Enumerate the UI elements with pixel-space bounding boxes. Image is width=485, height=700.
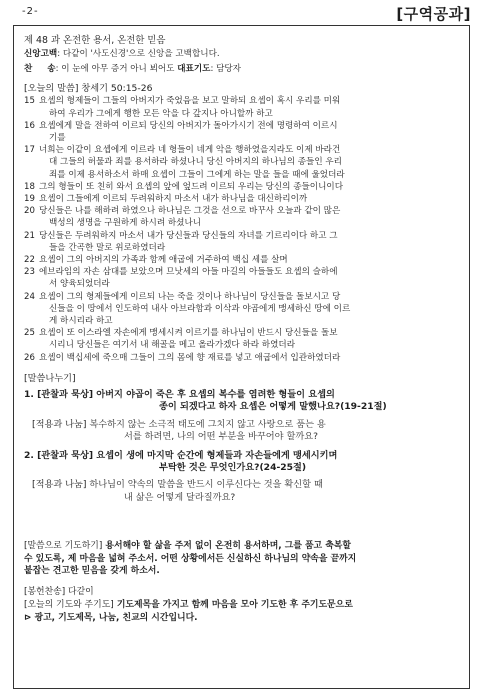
scripture-line [24,132,461,144]
verse-text: 죄를 이제 용서하소서 하매 요셉이 그들이 그에게 하는 말을 들을 때에 울었더라 [49,169,345,180]
q2-line2: 부탁한 것은 무엇인가요?(24-25절) [159,461,307,473]
prayer-line3: 붙잡는 견고한 믿음을 갖게 하소서. [24,566,160,577]
prayer-leader-text: : 담당자 [210,64,241,75]
verse-number: 21 [24,230,35,241]
verse-text: 하여 우리가 그에게 행한 모든 악을 다 갚지나 아니할까 하고 [49,108,273,119]
closing-section [24,586,461,625]
scripture-line [24,108,461,120]
verse-text: 시리니 당신들은 여기서 내 해골을 메고 올라가겠다 하라 하였더라 [49,340,295,351]
lords-prayer-text: 기도제목을 가지고 함께 마음을 모아 기도한 후 주기도문으로 [113,599,353,610]
verse-text: 기를 [49,133,66,144]
scripture-line [24,156,461,168]
lesson-title: 제 48 과 온전한 용서, 온전한 믿음 [24,35,166,46]
q2-line1: 요셉이 생에 마지막 순간에 형제들과 자손들에게 맹세시키며 [93,449,338,461]
verse-text: 백성의 생명을 구원하게 하시려 하셨나니 [49,218,202,229]
verse-text: 당신들은 나를 해하려 하였으나 하나님은 그것을 선으로 바꾸사 오늘과 같이 많은 [39,206,341,217]
prayer-label: [말씀으로 기도하기] [24,541,103,552]
prayer-section [24,540,461,578]
sharing-heading: [말씀나누기] [24,372,76,384]
verse-text: 에브라임의 자손 삼대를 보았으며 므낫세의 아들 마길의 아들들도 요셉의 슬하에 [39,267,338,278]
scripture-line [24,120,461,132]
a1-line2: 서를 하려면, 나의 어떤 부분을 바꾸어야 할까요? [124,431,318,443]
verse-text: 그의 형들이 또 친히 와서 요셉의 앞에 엎드려 이르되 우리는 당신의 종들이니이다 [39,181,344,192]
question-2 [24,450,461,475]
offering-hymn-label: [봉헌찬송] [24,586,66,597]
verse-number: 16 [24,120,35,131]
lesson-content [24,32,461,625]
verse-number: 18 [24,181,35,192]
verse-text: 당신들은 두려워하지 마소서 내가 당신들과 당신들의 자녀를 기르리이다 하고 그 [39,230,338,241]
offering-hymn-text: 다같이 [65,586,94,597]
hymn-line [24,63,461,75]
verse-number: 19 [24,194,35,205]
verse-text: 요셉이 또 이스라엘 자손에게 맹세시켜 이르기를 하나님이 반드시 당신들을 돌보 [39,328,338,339]
verse-text: 요셉이 그의 형제들에게 이르되 나는 죽을 것이나 하나님이 당신들을 돌보시고 당 [39,291,341,302]
scripture-line [24,339,461,351]
verse-number: 25 [24,328,35,339]
creed-line [24,48,461,60]
verse-number: 20 [24,206,35,217]
verse-text: 들을 간곡한 말로 위로하였더라 [49,242,166,253]
prayer-leader-label: 대표기도 [177,64,211,75]
verse-text: 요셉의 형제들이 그들의 아버지가 죽었음을 보고 말하되 요셉이 혹시 우리를 미워 [39,96,341,107]
a2-line1: 하나님이 약속의 말씀을 반드시 이루신다는 것을 확신할 때 [86,479,323,491]
scripture-line [24,352,461,364]
scripture-line [24,95,461,107]
a2-tag: [적용과 나눔] [32,479,87,491]
scripture-line [24,230,461,242]
verse-number: 22 [24,255,35,266]
verse-number: 24 [24,291,35,302]
verse-text: 대 그들의 허물과 죄를 용서하라 하셨나니 당신 아버지의 하나님의 종들인 우리 [49,157,342,168]
application-2 [32,479,461,504]
verse-text: 신들을 이 땅에서 인도하여 내사 아브라함과 이삭과 야곱에게 맹세하신 땅에 이르 [49,303,351,314]
scripture-body [24,95,461,363]
verse-number: 17 [24,145,35,156]
verse-number: 23 [24,267,35,278]
section-brand: [구역공과] [396,5,471,23]
scripture-line [24,144,461,156]
prayer-line1: 용서해야 할 삶을 주저 없이 온전히 용서하며, 그를 품고 축복할 [102,541,351,552]
verse-text: 요셉이 그들에게 이르되 두려워하지 마소서 내가 하나님을 대신하리이까 [39,194,308,205]
a2-line2: 내 삶은 어떻게 달라질까요? [124,491,236,503]
scripture-line [24,303,461,315]
lesson-frame [13,25,470,689]
verse-text: 너희는 이같이 요셉에게 이르라 네 형들이 네게 악을 행하였을지라도 이제 바라건 [39,145,341,156]
scripture-line [24,205,461,217]
hymn-label: 찬 송 [24,64,56,75]
q1-tag: 1. [관찰과 묵상] [24,388,94,400]
verse-number: 15 [24,96,35,107]
a1-line1: 복수하지 않는 소극적 태도에 그치지 않고 사랑으로 품는 용 [86,418,326,430]
q1-line1: 아버지 야곱이 죽은 후 요셉의 복수를 염려한 형들이 요셉의 [93,388,335,400]
scripture-line [24,217,461,229]
scripture-line [24,266,461,278]
prayer-line2: 수 있도록, 제 마음을 넓혀 주소서. 어떤 상황에서든 신실하신 하나님의 약속을 끝까지 [24,553,357,564]
scripture-line [24,254,461,266]
creed-label: 신앙고백 [24,49,58,59]
lords-prayer-label: [오늘의 기도와 주기도] [24,599,114,610]
page-number: -2- [22,6,39,17]
closing-announcement: ⊳ 광고, 기도제목, 나눔, 친교의 시간입니다. [24,612,198,623]
scripture-line [24,327,461,339]
q2-tag: 2. [관찰과 묵상] [24,449,94,461]
scripture-heading: [오늘의 말씀] 창세기 50:15-26 [24,83,153,95]
creed-text: : 다같이 '사도신경'으로 신앙을 고백합니다. [57,49,220,59]
verse-text: 게 하시리라 하고 [49,316,113,327]
verse-text: 요셉에게 말을 전하여 이르되 당신의 아버지가 돌아가시기 전에 명령하여 이르시 [39,120,338,131]
scripture-line [24,242,461,254]
hymn-text: : 이 눈에 아무 증거 아니 뵈어도 [55,64,178,75]
a1-tag: [적용과 나눔] [32,418,87,430]
application-1 [32,419,461,444]
scripture-line [24,169,461,181]
scripture-line [24,181,461,193]
question-1 [24,389,461,414]
scripture-line [24,315,461,327]
q1-line2: 종이 되겠다고 하자 요셉은 어떻게 말했나요?(19-21절) [159,401,387,413]
scripture-line [24,193,461,205]
verse-text: 요셉이 백십세에 죽으매 그들이 그의 몸에 향 재료를 넣고 애굽에서 입관하였더라 [39,352,341,363]
verse-number: 26 [24,352,35,363]
verse-text: 요셉이 그의 아버지의 가족과 함께 애굽에 거주하여 백십 세를 살며 [39,255,288,266]
scripture-line [24,291,461,303]
scripture-line [24,278,461,290]
verse-text: 서 양육되었더라 [49,279,110,290]
